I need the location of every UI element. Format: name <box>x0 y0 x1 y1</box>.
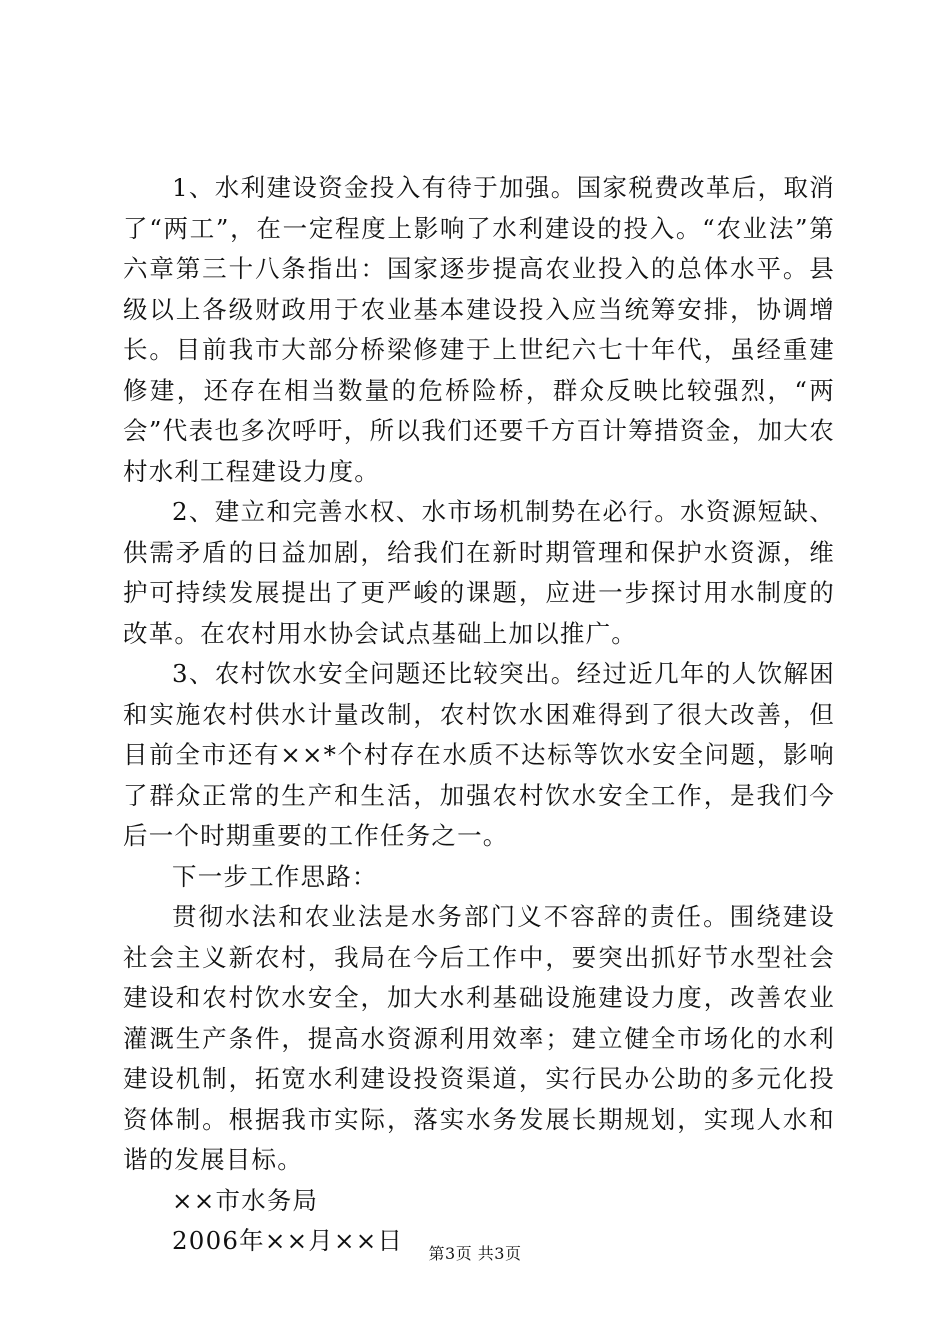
page-number-footer: 第3页 共3页 <box>428 1244 522 1263</box>
paragraph-water-rights: 2、建立和完善水权、水市场机制势在必行。水资源短缺、供需矛盾的日益加剧，给我们在新时期管理和保护水资源，维护可持续发展提出了更严峻的课题，应进一步探讨用水制度的改革。在农村用水协会试点基础上加以推广。 <box>123 497 835 648</box>
paragraph-drinking-water: 3、农村饮水安全问题还比较突出。经过近几年的人饮解困和实施农村供水计量改制，农村饮水困难得到了很大改善，但目前全市还有××*个村存在水质不达标等饮水安全问题，影响了群众正常的生产和生活，加强农村饮水安全工作，是我们今后一个时期重要的工作任务之一。 <box>123 659 835 850</box>
section-heading-next-steps: 下一步工作思路： <box>172 861 378 891</box>
document-body <box>123 168 835 1262</box>
signature-organization: ××市水务局 <box>172 1185 319 1215</box>
signature-date: 2006年××月××日 <box>172 1226 404 1255</box>
paragraph-funding: 1、水利建设资金投入有待于加强。国家税费改革后，取消了“两工”，在一定程度上影响了水利建设的投入。“农业法”第六章第三十八条指出：国家逐步提高农业投入的总体水平。县级以上各级财政用于农业基本建设投入应当统筹安排，协调增长。目前我市大部分桥梁修建于上世纪六七十年代，虽经重建修建，还存在相当数量的危桥险桥，群众反映比较强烈，“两会”代表也多次呼吁，所以我们还要千方百计筹措资金，加大农村水利工程建设力度。 <box>123 173 835 486</box>
paragraph-work-plan: 贯彻水法和农业法是水务部门义不容辞的责任。围绕建设社会主义新农村，我局在今后工作中，要突出抓好节水型社会建设和农村饮水安全，加大水利基础设施建设力度，改善农业灌溉生产条件，提高水资源利用效率；建立健全市场化的水利建设机制，拓宽水利建设投资渠道，实行民办公助的多元化投资体制。根据我市实际，落实水务发展长期规划，实现人水和谐的发展目标。 <box>123 902 835 1174</box>
